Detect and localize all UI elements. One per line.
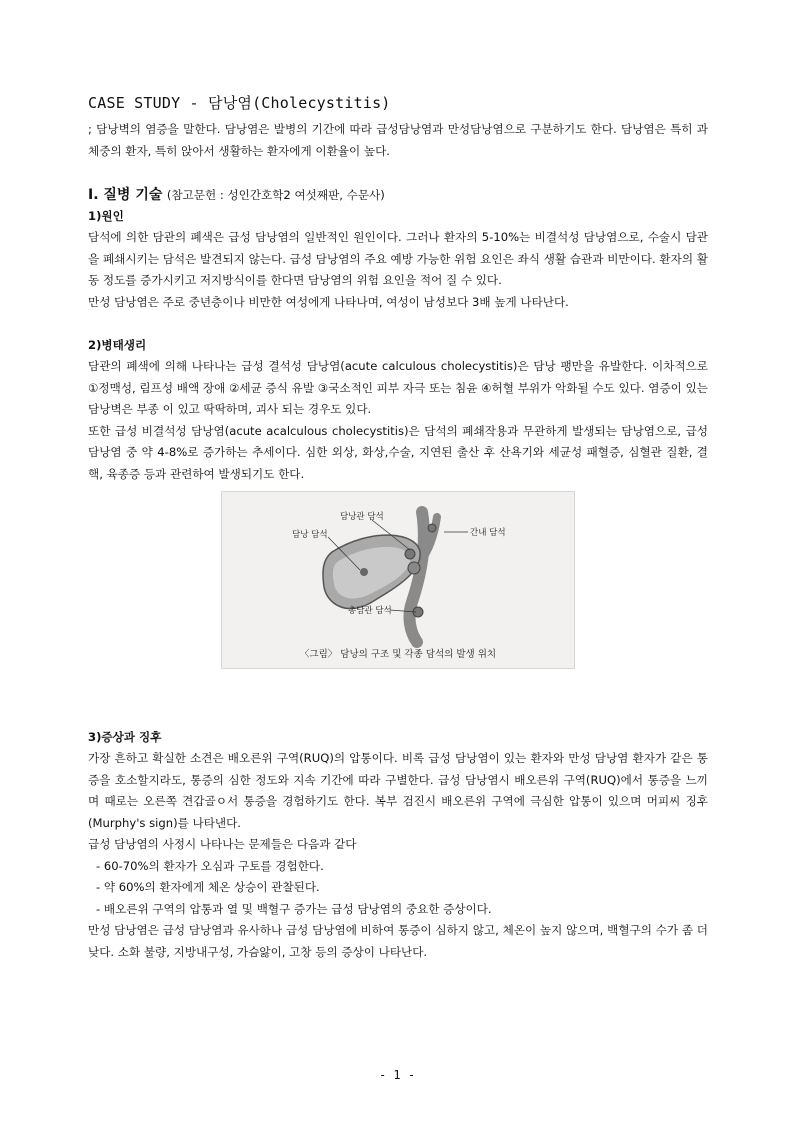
- stone-gallbladder: [360, 568, 368, 576]
- stone-cystic-2: [408, 562, 420, 574]
- list-item: - 약 60%의 환자에게 체온 상승이 관찰된다.: [96, 880, 320, 894]
- cause-paragraph-2: 만성 담낭염은 주로 중년층이나 비만한 여성에게 나타나며, 여성이 남성보다 3배 높게 나타난다.: [88, 294, 569, 309]
- cause-heading: 1)원인: [88, 209, 124, 223]
- document-title: CASE STUDY - 담낭염(Cholecystitis): [88, 94, 391, 112]
- gallbladder-illustration: [222, 492, 574, 668]
- list-item: - 60-70%의 환자가 오심과 구토를 경험한다.: [96, 858, 324, 873]
- symptoms-paragraph-3: 만성 담낭염은 급성 담낭염과 유사하나 급성 담낭염에 비하여 통증이 심하지 않고, 체온이 높지 않으며, 백혈구의 수가 좀 더 낮다. 소화 불량, 지방내구성, 가슴앓이, 고창 등의 증상이 나타난다.: [88, 923, 708, 959]
- intro-paragraph: ; 담낭벽의 염증을 말한다. 담낭염은 발병의 기간에 따라 급성담낭염과 만성담낭염으로 구분하기도 한다. 담낭염은 특히 과체중의 환자, 특히 앉아서 생활하는 환자에게 이환율이 높다.: [88, 122, 708, 158]
- list-item: - 배오른위 구역의 압통과 열 및 백혈구 증가는 급성 담낭염의 중요한 증상이다.: [96, 901, 492, 916]
- stone-cystic: [405, 549, 415, 559]
- symptoms-paragraph-1: 가장 흔하고 확실한 소견은 배오른위 구역(RUQ)의 압통이다. 비록 급성 담낭염이 있는 환자와 만성 담낭염 환자가 같은 통증을 호소할지라도, 통증의 심한 정도와 지속 기간에 따라 구별한다. 급성 담낭염시 배오른위 구역(RUQ)에서 통증을 느끼며 때로는 오른쪽 견갑골ㅇ서 통증을 경험하기도 한다. 복부 검진시 배오른위 구역에 극심한 압통이 있으며 머피씨 징후(Murphy's sign)를 나타낸다.: [88, 751, 708, 830]
- cause-paragraph-1: 담석에 의한 담관의 폐색은 급성 담낭염의 일반적인 원인이다. 그러나 환자의 5-10%는 비결석성 담낭염으로, 수술시 담관을 폐쇄시키는 담석은 발견되지 않는다. 급성 담낭염의 주요 예방 가능한 위험 요인은 좌식 생활 습관과 비만이다. 환자의 활동 정도를 증가시키고 저지방식이를 한다면 담낭염의 위험 요인을 적어 질 수 있다.: [88, 230, 708, 287]
- patho-paragraph-1: 담관의 폐색에 의해 나타나는 급성 결석성 담낭염(acute calculous cholecystitis)은 담낭 팽만을 유발한다. 이차적으로 ①정맥성, 림프성 배액 장애 ②세균 증식 유발 ③국소적인 피부 자극 또는 침윤 ④허혈 부위가 악화될 수도 있다. 염증이 있는 담낭벽은 부종 이 있고 딱딱하며, 괴사 되는 경우도 있다.: [88, 359, 708, 416]
- page-number: - 1 -: [378, 1068, 416, 1082]
- label-cystic-duct-stone: 담낭관 담석: [340, 512, 384, 522]
- symptoms-list: [88, 856, 708, 921]
- gallbladder-figure: [221, 491, 575, 669]
- patho-heading: 2)병태생리: [88, 338, 147, 352]
- label-hepatic-stone: 간내 담석: [470, 528, 506, 538]
- symptoms-heading: 3)증상과 징후: [88, 730, 162, 744]
- section-title: Ⅰ. 질병 기술: [88, 187, 163, 203]
- patho-paragraph-2: 또한 급성 비결석성 담낭염(acute acalculous cholecystitis)은 담석의 폐쇄작용과 무관하게 발생되는 담낭염으로, 급성 담낭염 중 약 4-8%로 증가하는 추세이다. 심한 외상, 화상,수술, 지연된 출산 후 산욕기와 세균성 패혈증, 심혈관 질환, 결핵, 육종증 등과 관련하여 발생되기도 한다.: [88, 423, 708, 481]
- label-common-bile-stone: 총담관 담석: [348, 606, 392, 616]
- section-reference: (참고문헌 : 성인간호학2 여섯째판, 수문사): [166, 188, 385, 202]
- section-heading: [88, 184, 708, 204]
- label-gallbladder-stone: 담낭 담석: [292, 530, 328, 540]
- figure-caption: 〈그림〉 담낭의 구조 및 각종 담석의 발생 위치: [299, 649, 497, 660]
- symptoms-paragraph-2: 급성 담낭염의 사정시 나타나는 문제들은 다음과 같다: [88, 837, 357, 851]
- document-page: [88, 92, 708, 963]
- stone-hepatic: [428, 524, 436, 532]
